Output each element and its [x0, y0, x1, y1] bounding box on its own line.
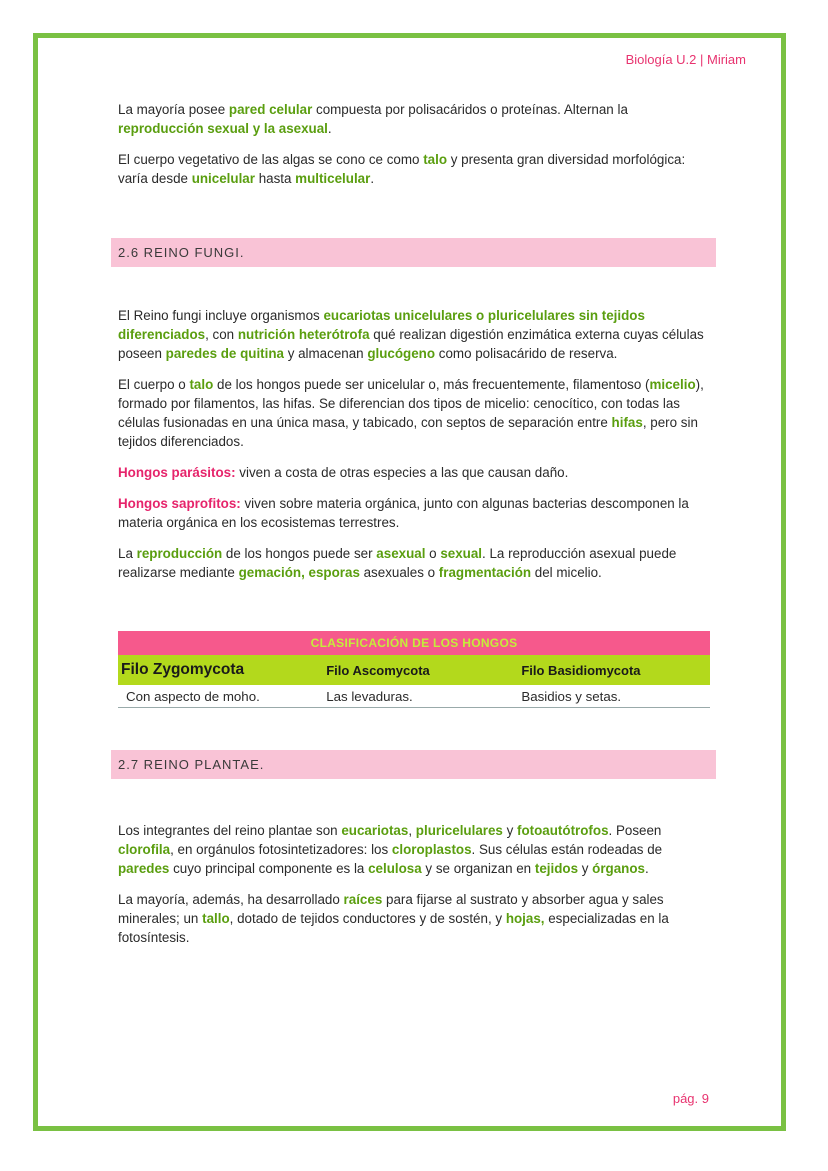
- table-row: [118, 685, 710, 708]
- section-heading-fungi: 2.6 REINO FUNGI.: [111, 238, 716, 267]
- table-header-cell: Filo Zygomycota: [118, 655, 326, 685]
- plantae-paragraph-2: La mayoría, además, ha desarrollado raíces para fijarse al sustrato y absorber agua y sales minerales; un tallo, dotado de tejidos conductores y de sostén, y hojas, especializadas en la fotosíntesis.: [118, 892, 669, 945]
- table-cell: Las levaduras.: [326, 685, 521, 708]
- plantae-block: [118, 821, 716, 947]
- table-header-cell: Filo Ascomycota: [326, 655, 521, 685]
- table-header-row: [118, 655, 710, 685]
- fungi-classification-table: [118, 631, 710, 708]
- plantae-paragraph-1: Los integrantes del reino plantae son eucariotas, pluricelulares y fotoautótrofos. Poseen clorofila, en orgánulos fotosintetizadores: los cloroplastos. Sus células están rodeadas de paredes cuyo principal componente es la celulosa y se organizan en tejidos y órganos.: [118, 823, 663, 876]
- table-cell: Con aspecto de moho.: [118, 685, 326, 708]
- fungi-paragraph-reproduction: La reproducción de los hongos puede ser asexual o sexual. La reproducción asexual puede realizarse mediante gemación, esporas asexuales o fragmentación del micelio.: [118, 546, 677, 580]
- fungi-paragraph-parasitic: Hongos parásitos: viven a costa de otras especies a las que causan daño.: [118, 465, 569, 480]
- fungi-paragraph-2: El cuerpo o talo de los hongos puede ser unicelular o, más frecuentemente, filamentoso (micelio), formado por filamentos, las hifas. Se diferencian dos tipos de micelio: cenocítico, con todas las células fusionadas en una única masa, y tabicado, con septos de separación entre hifas, pero sin tejidos diferenciados.: [118, 377, 704, 449]
- fungi-paragraph-saprophytic: Hongos saprofitos: viven sobre materia orgánica, junto con algunas bacterias descomponen la materia orgánica en los ecosistemas terrestres.: [118, 496, 689, 530]
- table-title-row: [118, 631, 710, 655]
- intro-block: [118, 100, 716, 188]
- intro-paragraph-1: La mayoría posee pared celular compuesta por polisacáridos o proteínas. Alternan la reproducción sexual y la asexual.: [118, 102, 628, 136]
- table-header-cell: Filo Basidiomycota: [521, 655, 710, 685]
- intro-paragraph-2: El cuerpo vegetativo de las algas se cono ce como talo y presenta gran diversidad morfológica: varía desde unicelular hasta multicelular.: [118, 152, 686, 186]
- page-number: pág. 9: [672, 1091, 709, 1106]
- section-heading-plantae: 2.7 REINO PLANTAE.: [111, 750, 716, 779]
- table-cell: Basidios y setas.: [521, 685, 710, 708]
- page-border: [33, 33, 786, 1131]
- fungi-paragraph-1: El Reino fungi incluye organismos eucariotas unicelulares o pluricelulares sin tejidos diferenciados, con nutrición heterótrofa qué realizan digestión enzimática externa cuyas células poseen paredes de quitina y almacenan glucógeno como polisacárido de reserva.: [118, 308, 704, 361]
- table-title: CLASIFICACIÓN DE LOS HONGOS: [118, 631, 710, 655]
- fungi-block: [118, 306, 716, 582]
- page-header: Biología U.2 | Miriam: [625, 52, 746, 67]
